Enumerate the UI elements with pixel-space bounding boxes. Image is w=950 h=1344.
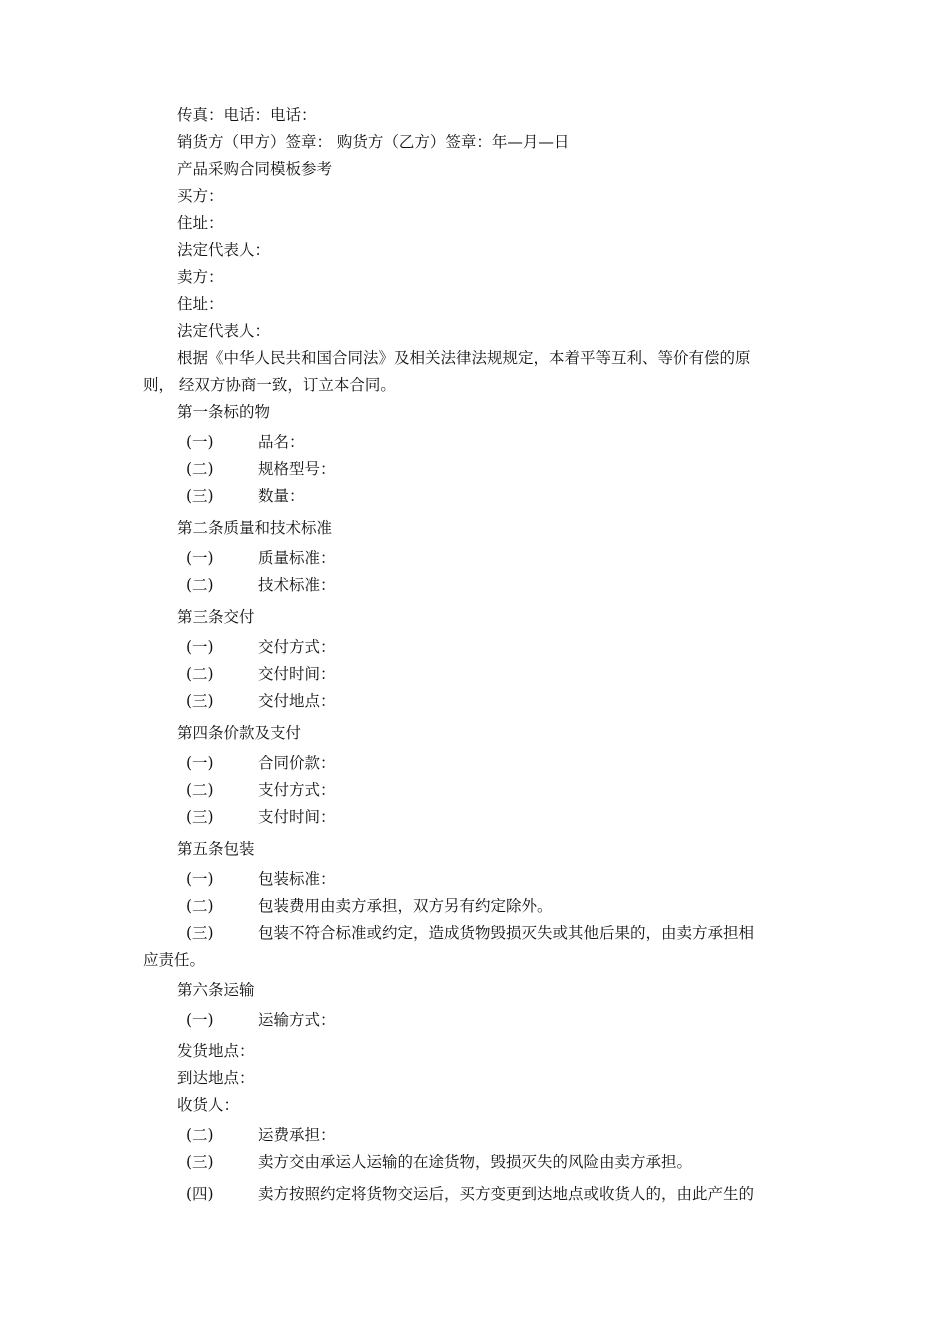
arrival-label: 到达地点： [177,1069,255,1087]
clause-text: 交付时间： [258,665,336,683]
clause-text: 包装标准： [258,870,336,888]
clause-text: 卖方交由承运人运输的在途货物，毁损灭失的风险由卖方承担。 [258,1153,693,1171]
clause-number: (三) [186,808,214,826]
buyer-label: 买方： [177,187,224,205]
clause-number: (一) [186,754,214,772]
clause-number: (三) [186,692,214,710]
clause-number: (一) [186,1011,214,1029]
clause-text: 交付地点： [258,692,336,710]
clause-text: 技术标准： [258,576,336,594]
clause-number: (二) [186,781,214,799]
clause-number: (一) [186,638,214,656]
clause-number: (三) [186,924,214,942]
article-5-title: 第五条包装 [177,840,255,858]
clause-text: 运输方式： [258,1011,336,1029]
clause-text: 包装费用由卖方承担，双方另有约定除外。 [258,897,553,915]
fax-phone-line: 传真：电话：电话： [177,106,317,124]
document-title: 产品采购合同模板参考 [177,160,333,178]
clause-text: 支付方式： [258,781,336,799]
clause-text: 数量： [258,487,305,505]
clause-text: 交付方式： [258,638,336,656]
seller-label: 卖方： [177,268,224,286]
clause-number: (一) [186,870,214,888]
consignee-label: 收货人： [177,1096,240,1114]
article-3-title: 第三条交付 [177,608,255,626]
seller-address-label: 住址： [177,295,224,313]
clause-number: (二) [186,897,214,915]
clause-text: 合同价款： [258,754,336,772]
clause-number: (一) [186,433,214,451]
clause-number: (二) [186,576,214,594]
clause-number: (二) [186,1126,214,1144]
clause-text: 包装不符合标准或约定，造成货物毁损灭失或其他后果的，由卖方承担相 [258,924,755,942]
clause-number: (四) [186,1185,214,1203]
preamble-line-2: 则， 经双方协商一致，订立本合同。 [143,376,396,394]
article-2-title: 第二条质量和技术标准 [177,519,333,537]
clause-text: 卖方按照约定将货物交运后，买方变更到达地点或收货人的，由此产生的 [258,1185,755,1203]
article-4-title: 第四条价款及支付 [177,724,302,742]
clause-continuation: 应责任。 [143,951,206,969]
clause-number: (三) [186,1153,214,1171]
clause-number: (一) [186,549,214,567]
ship-from-label: 发货地点： [177,1042,255,1060]
clause-number: (二) [186,665,214,683]
signature-line: 销货方（甲方）签章： 购货方（乙方）签章：年—月—日 [177,133,570,151]
article-1-title: 第一条标的物 [177,403,271,421]
clause-text: 运费承担： [258,1126,336,1144]
clause-number: (二) [186,460,214,478]
clause-text: 支付时间： [258,808,336,826]
clause-text: 规格型号： [258,460,336,478]
seller-rep-label: 法定代表人： [177,322,271,340]
preamble-line-1: 根据《中华人民共和国合同法》及相关法律法规规定，本着平等互利、等价有偿的原 [177,349,751,367]
article-6-title: 第六条运输 [177,981,255,999]
buyer-address-label: 住址： [177,214,224,232]
buyer-rep-label: 法定代表人： [177,241,271,259]
clause-text: 质量标准： [258,549,336,567]
clause-text: 品名： [258,433,305,451]
clause-number: (三) [186,487,214,505]
